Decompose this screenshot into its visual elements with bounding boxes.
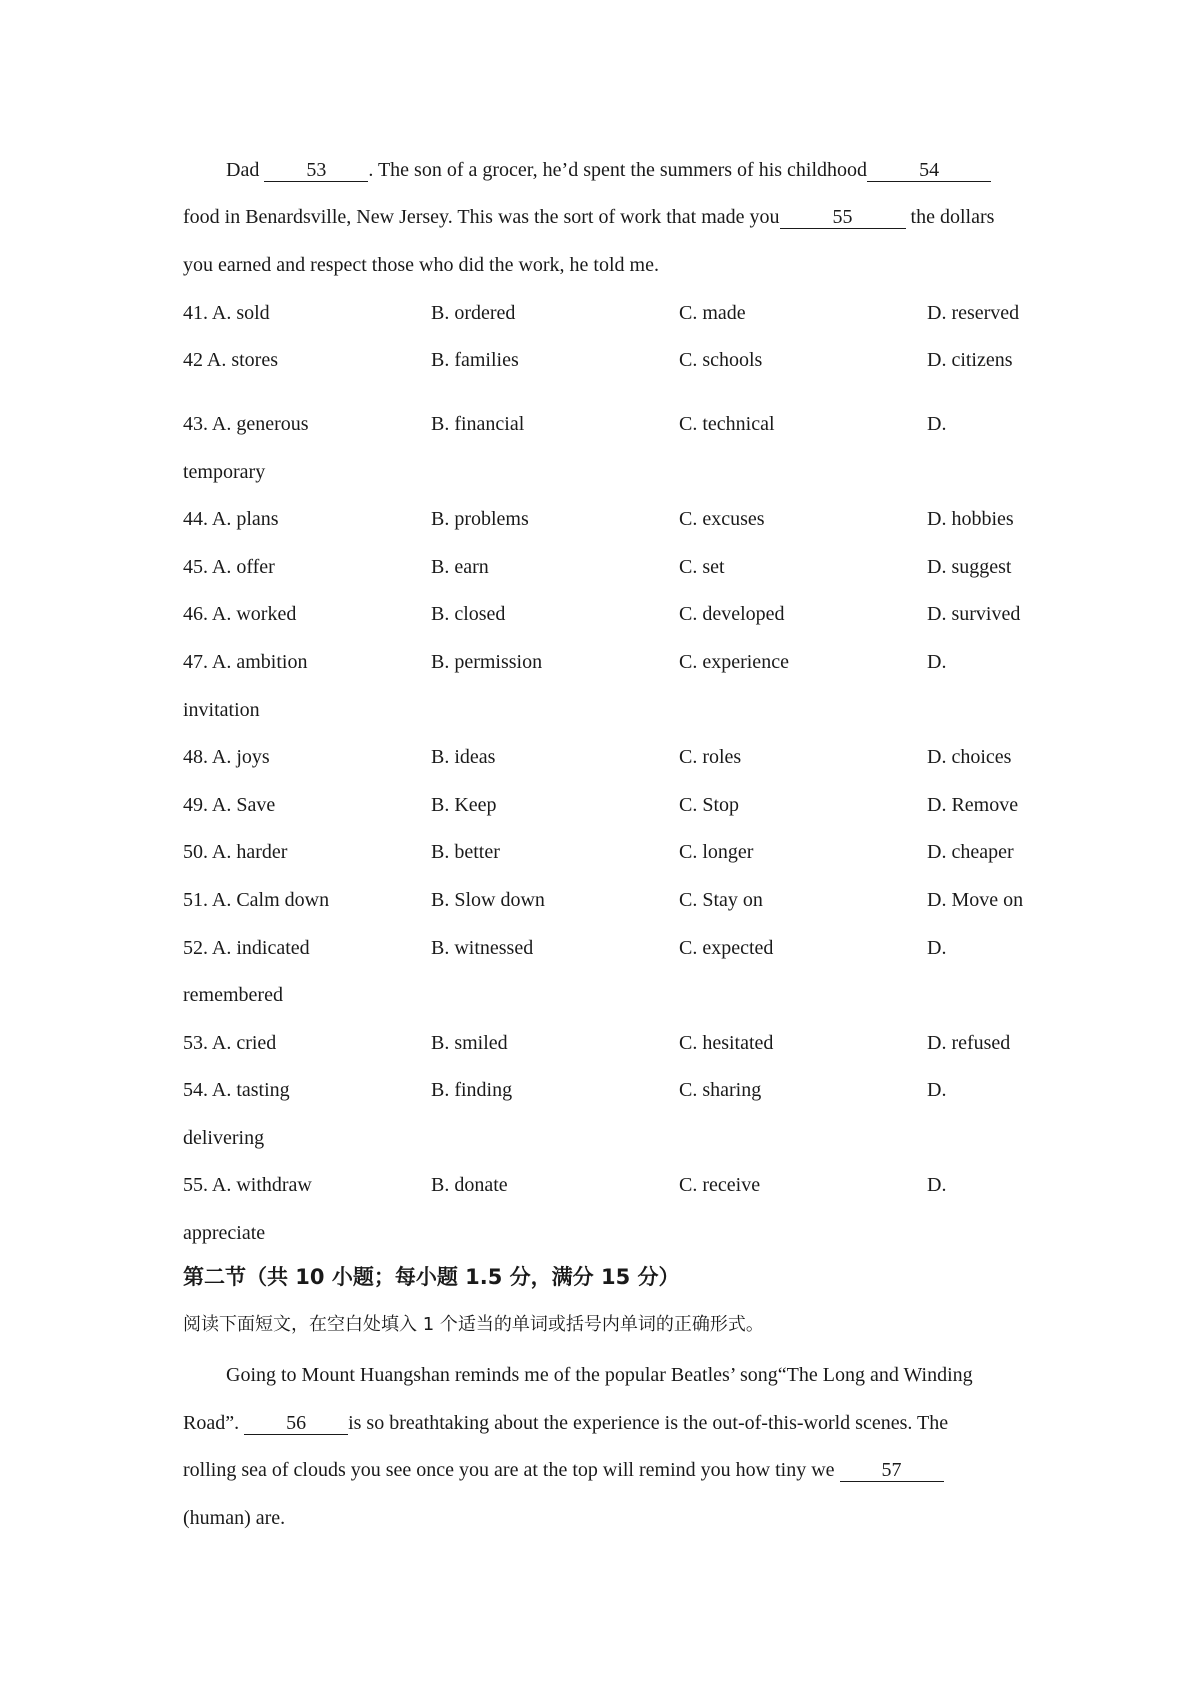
passage2-line-2: [183, 1410, 948, 1436]
option-c: C. longer: [679, 841, 754, 863]
option-b: B. earn: [431, 556, 489, 578]
option-c: C. set: [679, 556, 725, 578]
option-b: B. finding: [431, 1079, 513, 1101]
option-c: C. Stay on: [679, 889, 763, 911]
option-c: C. technical: [679, 413, 775, 435]
option-b: B. donate: [431, 1174, 508, 1196]
option-b: B. smiled: [431, 1032, 508, 1054]
option-a: 52. A. indicated: [183, 937, 310, 959]
option-b: B. financial: [431, 413, 525, 435]
passage-line-1: [226, 157, 991, 183]
option-d: D. survived: [927, 603, 1021, 625]
passage-text: the dollars: [905, 206, 995, 228]
passage-text: Road”.: [183, 1412, 245, 1434]
option-b: B. Keep: [431, 794, 497, 816]
option-a: 44. A. plans: [183, 508, 279, 530]
option-d: D. reserved: [927, 302, 1020, 324]
option-d: D.: [927, 651, 947, 673]
option-c: C. excuses: [679, 508, 765, 530]
passage-text: Dad: [226, 159, 265, 181]
option-c: C. Stop: [679, 794, 740, 816]
option-c: C. developed: [679, 603, 785, 625]
passage-text: is so breathtaking about the experience is the out-of-this-world scenes. The: [348, 1412, 949, 1434]
option-b: B. ideas: [431, 746, 496, 768]
option-a: 45. A. offer: [183, 556, 275, 578]
option-d-wrap: temporary: [183, 461, 266, 483]
option-a: 49. A. Save: [183, 794, 276, 816]
passage-line-3: you earned and respect those who did the work, he told me.: [183, 254, 659, 276]
option-d: D. citizens: [927, 349, 1013, 371]
option-c: C. experience: [679, 651, 789, 673]
blank-54: 54: [867, 159, 991, 182]
option-d: D. refused: [927, 1032, 1011, 1054]
option-c: C. sharing: [679, 1079, 762, 1101]
blank-56: 56: [244, 1412, 348, 1435]
option-b: B. Slow down: [431, 889, 545, 911]
passage-text: food in Benardsville, New Jersey. This was the sort of work that made you: [183, 206, 780, 228]
option-d: D. Remove: [927, 794, 1019, 816]
option-d: D. Move on: [927, 889, 1024, 911]
passage-text: rolling sea of clouds you see once you are at the top will remind you how tiny we: [183, 1459, 840, 1481]
option-a: 41. A. sold: [183, 302, 270, 324]
option-a: 46. A. worked: [183, 603, 297, 625]
passage-text: . The son of a grocer, he’d spent the summers of his childhood: [368, 159, 868, 181]
option-b: B. permission: [431, 651, 543, 673]
option-c: C. roles: [679, 746, 742, 768]
option-c: C. expected: [679, 937, 774, 959]
option-b: B. problems: [431, 508, 529, 530]
option-d: D. choices: [927, 746, 1012, 768]
section-instruction: 阅读下面短文，在空白处填入 1 个适当的单词或括号内单词的正确形式。: [183, 1314, 764, 1335]
option-d-wrap: remembered: [183, 984, 283, 1006]
option-b: B. witnessed: [431, 937, 534, 959]
option-d: D. cheaper: [927, 841, 1014, 863]
passage-line-2: [183, 204, 994, 230]
passage2-line-4: (human) are.: [183, 1507, 286, 1529]
option-a: 42 A. stores: [183, 349, 278, 371]
option-d-wrap: invitation: [183, 699, 260, 721]
option-d-wrap: delivering: [183, 1127, 265, 1149]
option-b: B. better: [431, 841, 500, 863]
option-d: D.: [927, 413, 947, 435]
passage2-line-3: [183, 1457, 944, 1483]
blank-57: 57: [840, 1459, 944, 1482]
option-d: D. hobbies: [927, 508, 1014, 530]
option-a: 53. A. cried: [183, 1032, 277, 1054]
option-a: 55. A. withdraw: [183, 1174, 312, 1196]
option-d: D.: [927, 1174, 947, 1196]
option-b: B. closed: [431, 603, 506, 625]
option-c: C. schools: [679, 349, 763, 371]
option-d: D. suggest: [927, 556, 1012, 578]
option-d: D.: [927, 937, 947, 959]
option-a: 43. A. generous: [183, 413, 309, 435]
option-b: B. families: [431, 349, 519, 371]
option-b: B. ordered: [431, 302, 516, 324]
blank-55: 55: [780, 206, 906, 229]
option-c: C. hesitated: [679, 1032, 774, 1054]
section-heading: 第二节（共 10 小题；每小题 1.5 分，满分 15 分）: [183, 1265, 680, 1289]
option-d-wrap: appreciate: [183, 1222, 266, 1244]
passage2-line-1: Going to Mount Huangshan reminds me of the popular Beatles’ song“The Long and Winding: [226, 1364, 973, 1386]
option-c: C. receive: [679, 1174, 761, 1196]
option-a: 48. A. joys: [183, 746, 270, 768]
option-c: C. made: [679, 302, 746, 324]
option-a: 50. A. harder: [183, 841, 288, 863]
blank-53: 53: [264, 159, 368, 182]
option-a: 47. A. ambition: [183, 651, 308, 673]
option-a: 51. A. Calm down: [183, 889, 330, 911]
option-d: D.: [927, 1079, 947, 1101]
option-a: 54. A. tasting: [183, 1079, 290, 1101]
